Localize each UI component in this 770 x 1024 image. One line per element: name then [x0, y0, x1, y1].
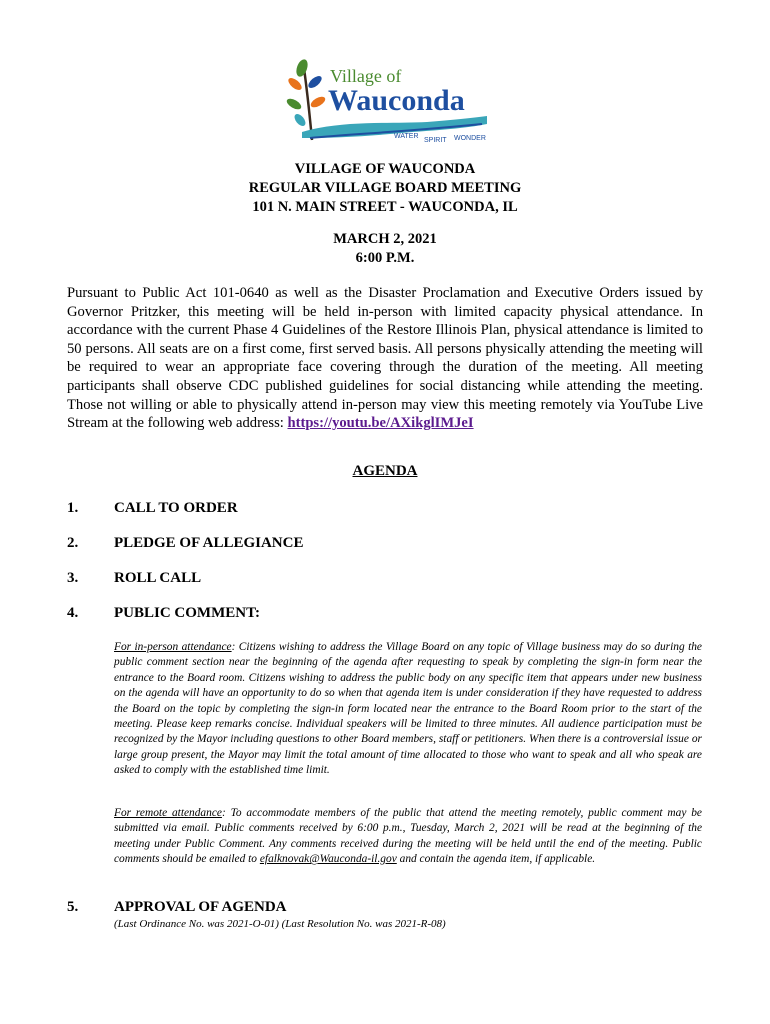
meeting-time: 6:00 P.M.	[355, 250, 415, 266]
intro-paragraph	[67, 284, 703, 433]
logo-tag-wonder: WONDER	[454, 135, 486, 142]
header-line1: VILLAGE OF WAUCONDA	[294, 161, 476, 177]
remote-email-link[interactable]: efalknovak@Wauconda-il.gov	[259, 853, 397, 866]
intro-text: Pursuant to Public Act 101-0640 as well as the Disaster Proclamation and Executive Orders issued by Governor Pritzker, this meeting will be held in-person with limited capacity physical attendance. In accordance with the current Phase 4 Guidelines of the Restore Illinois Plan, physical attendance is limited to 50 persons. All seats are on a first come, first served basis. All persons physically attending the meeting will be required to wear an appropriate face covering through the duration of the meeting. All meeting participants shall observe CDC published guidelines for social distancing while attending the meeting. Those not willing or able to physically attend in-person may view this meeting remotely via YouTube Live Stream at the following web address:	[67, 285, 703, 432]
agenda-item-number: 1.	[67, 500, 79, 516]
remote-heading: For remote attendance	[114, 807, 222, 819]
logo-line2: Wauconda	[328, 84, 465, 117]
logo-tag-water: WATER	[394, 133, 419, 140]
agenda-title: AGENDA	[352, 463, 418, 479]
logo-line1: Village of	[330, 66, 402, 86]
agenda-item-label: PUBLIC COMMENT:	[114, 605, 260, 621]
meeting-header	[0, 160, 770, 217]
remote-text-before: : To accommodate members of the public that attend the meeting remotely, public comment may be submitted via email. Public comments received by 6:00 p.m., Tuesday, March 2, 2021 will be read at the beginning of the meeting under Public Comment. Any comments received during the meeting will be held until the end of the meeting. Public comments should be emailed to	[114, 807, 702, 866]
in-person-heading: For in-person attendance	[114, 641, 232, 653]
village-logo	[282, 58, 492, 144]
header-line3: 101 N. MAIN STREET - WAUCONDA, IL	[252, 199, 518, 215]
in-person-attendance-paragraph	[114, 640, 702, 779]
in-person-text: : Citizens wishing to address the Village Board on any topic of Village business may do so during the public comment section near the beginning of the agenda after requesting to speak by completing the sign-in form near the entrance to the Board room. Citizens wishing to address the public body on any specific item that appears under new business on the agenda will have an opportunity to do so when that agenda item is under consideration if they have requested to address the Board on the topic by completing the sign-in form located near the entrance to the Board Room prior to the start of the meeting. Please keep remarks concise. Individual speakers will be limited to three minutes. All audience participation must be recognized by the Mayor including questions to other Board members, staff or petitioners. When there is a controversial issue or large group present, the Mayor may limit the total amount of time allocated to those who want to speak and all who speak are asked to comply with the established time limit.	[114, 641, 702, 777]
agenda-item-label: APPROVAL OF AGENDA	[114, 899, 287, 915]
header-line2: REGULAR VILLAGE BOARD MEETING	[248, 180, 522, 196]
youtube-link[interactable]: https://youtu.be/AXikglIMJeI	[287, 415, 474, 432]
meeting-datetime	[0, 230, 770, 268]
agenda-item-label: PLEDGE OF ALLEGIANCE	[114, 535, 304, 551]
agenda-item-number: 5.	[67, 899, 79, 915]
remote-text-after: and contain the agenda item, if applicable.	[399, 853, 596, 866]
agenda-item-label: CALL TO ORDER	[114, 500, 238, 516]
agenda-item-number: 3.	[67, 570, 79, 586]
remote-attendance-paragraph	[114, 806, 702, 868]
agenda-item-number: 2.	[67, 535, 79, 551]
logo-tag-spirit: SPIRIT	[424, 137, 447, 144]
logo-artwork	[282, 58, 492, 144]
agenda-item-number: 4.	[67, 605, 79, 621]
meeting-date: MARCH 2, 2021	[333, 231, 437, 247]
approval-note: (Last Ordinance No. was 2021-O-01) (Last Resolution No. was 2021-R-08)	[114, 918, 446, 930]
agenda-item-label: ROLL CALL	[114, 570, 202, 586]
